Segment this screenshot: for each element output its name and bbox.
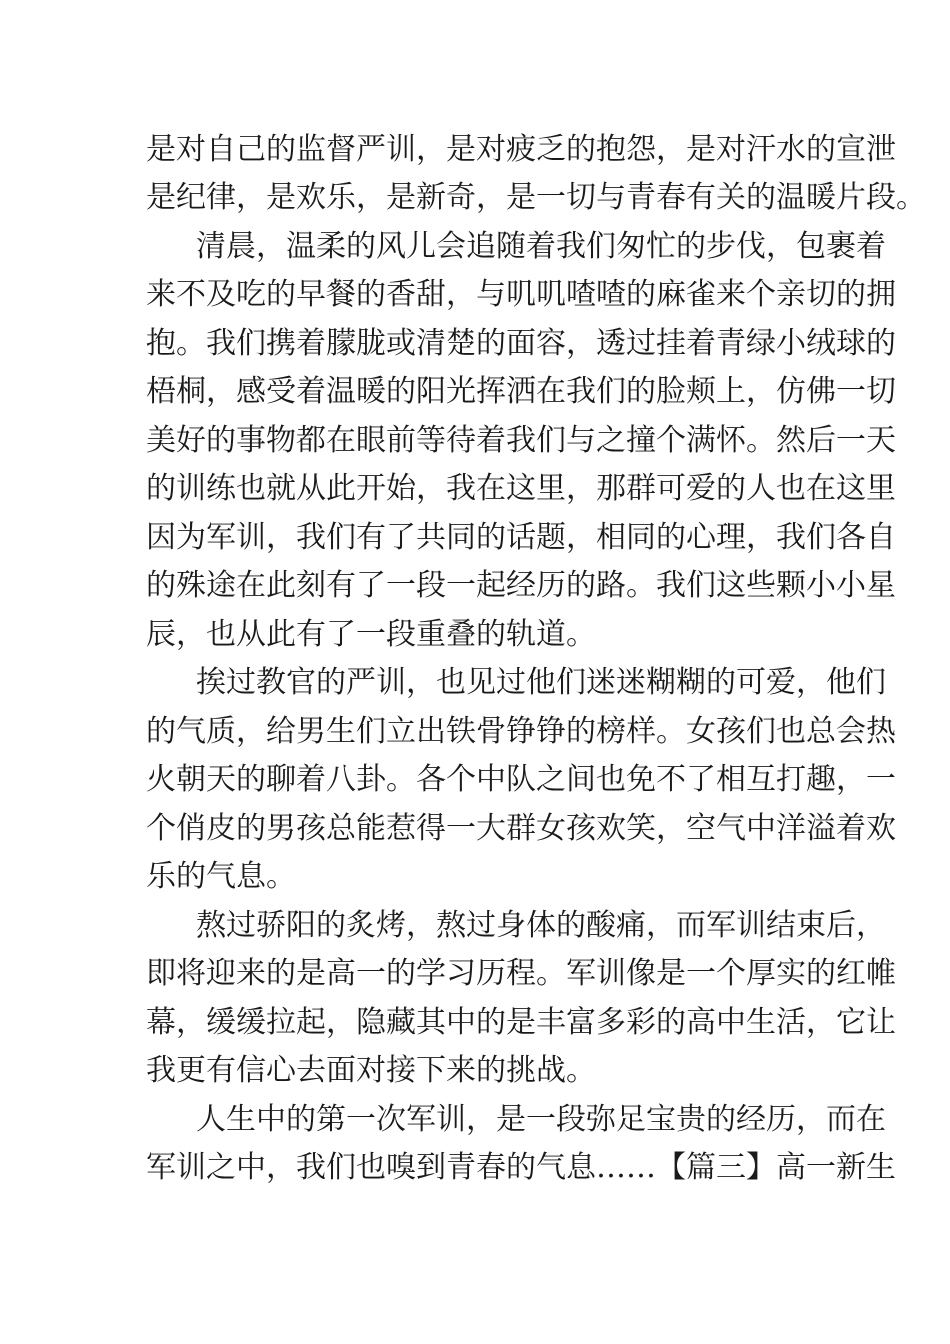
- paragraph-start-line: 熬过骄阳的炙烤，熬过身体的酸痛，而军训结束后，: [196, 908, 886, 943]
- text-line: 乐的气息。: [146, 859, 296, 894]
- text-line: 个俏皮的男孩总能惹得一大群女孩欢笑，空气中洋溢着欢: [146, 811, 896, 846]
- text-line: 幕，缓缓拉起，隐藏其中的是丰富多彩的高中生活，它让: [146, 1005, 896, 1040]
- text-line: 的气质，给男生们立出铁骨铮铮的榜样。女孩们也总会热: [146, 714, 896, 749]
- text-line: 即将迎来的是高一的学习历程。军训像是一个厚实的红帷: [146, 956, 896, 991]
- text-line: 梧桐，感受着温暖的阳光挥洒在我们的脸颊上，仿佛一切: [146, 374, 896, 409]
- text-line: 辰，也从此有了一段重叠的轨道。: [146, 617, 596, 652]
- text-line: 来不及吃的早餐的香甜，与叽叽喳喳的麻雀来个亲切的拥: [146, 277, 896, 312]
- text-line: 我更有信心去面对接下来的挑战。: [146, 1053, 596, 1088]
- text-line: 美好的事物都在眼前等待着我们与之撞个满怀。然后一天: [146, 423, 896, 458]
- text-line: 火朝天的聊着八卦。各个中队之间也免不了相互打趣，一: [146, 762, 896, 797]
- paragraph-start-line: 清晨，温柔的风儿会追随着我们匆忙的步伐，包裹着: [196, 229, 886, 264]
- text-line: 军训之中，我们也嗅到青春的气息……【篇三】高一新生: [146, 1150, 896, 1185]
- paragraph-start-line: 挨过教官的严训，也见过他们迷迷糊糊的可爱，他们: [196, 665, 886, 700]
- text-line: 的殊途在此刻有了一段一起经历的路。我们这些颗小小星: [146, 568, 896, 603]
- text-line: 的训练也就从此开始，我在这里，那群可爱的人也在这里: [146, 471, 896, 506]
- text-line: 抱。我们携着朦胧或清楚的面容，透过挂着青绿小绒球的: [146, 326, 896, 361]
- text-line: 是纪律，是欢乐，是新奇，是一切与青春有关的温暖片段。: [146, 180, 926, 215]
- paragraph-start-line: 人生中的第一次军训，是一段弥足宝贵的经历，而在: [196, 1102, 886, 1137]
- text-line: 因为军训，我们有了共同的话题，相同的心理，我们各自: [146, 520, 896, 555]
- text-line: 是对自己的监督严训，是对疲乏的抱怨，是对汗水的宣泄: [146, 132, 896, 167]
